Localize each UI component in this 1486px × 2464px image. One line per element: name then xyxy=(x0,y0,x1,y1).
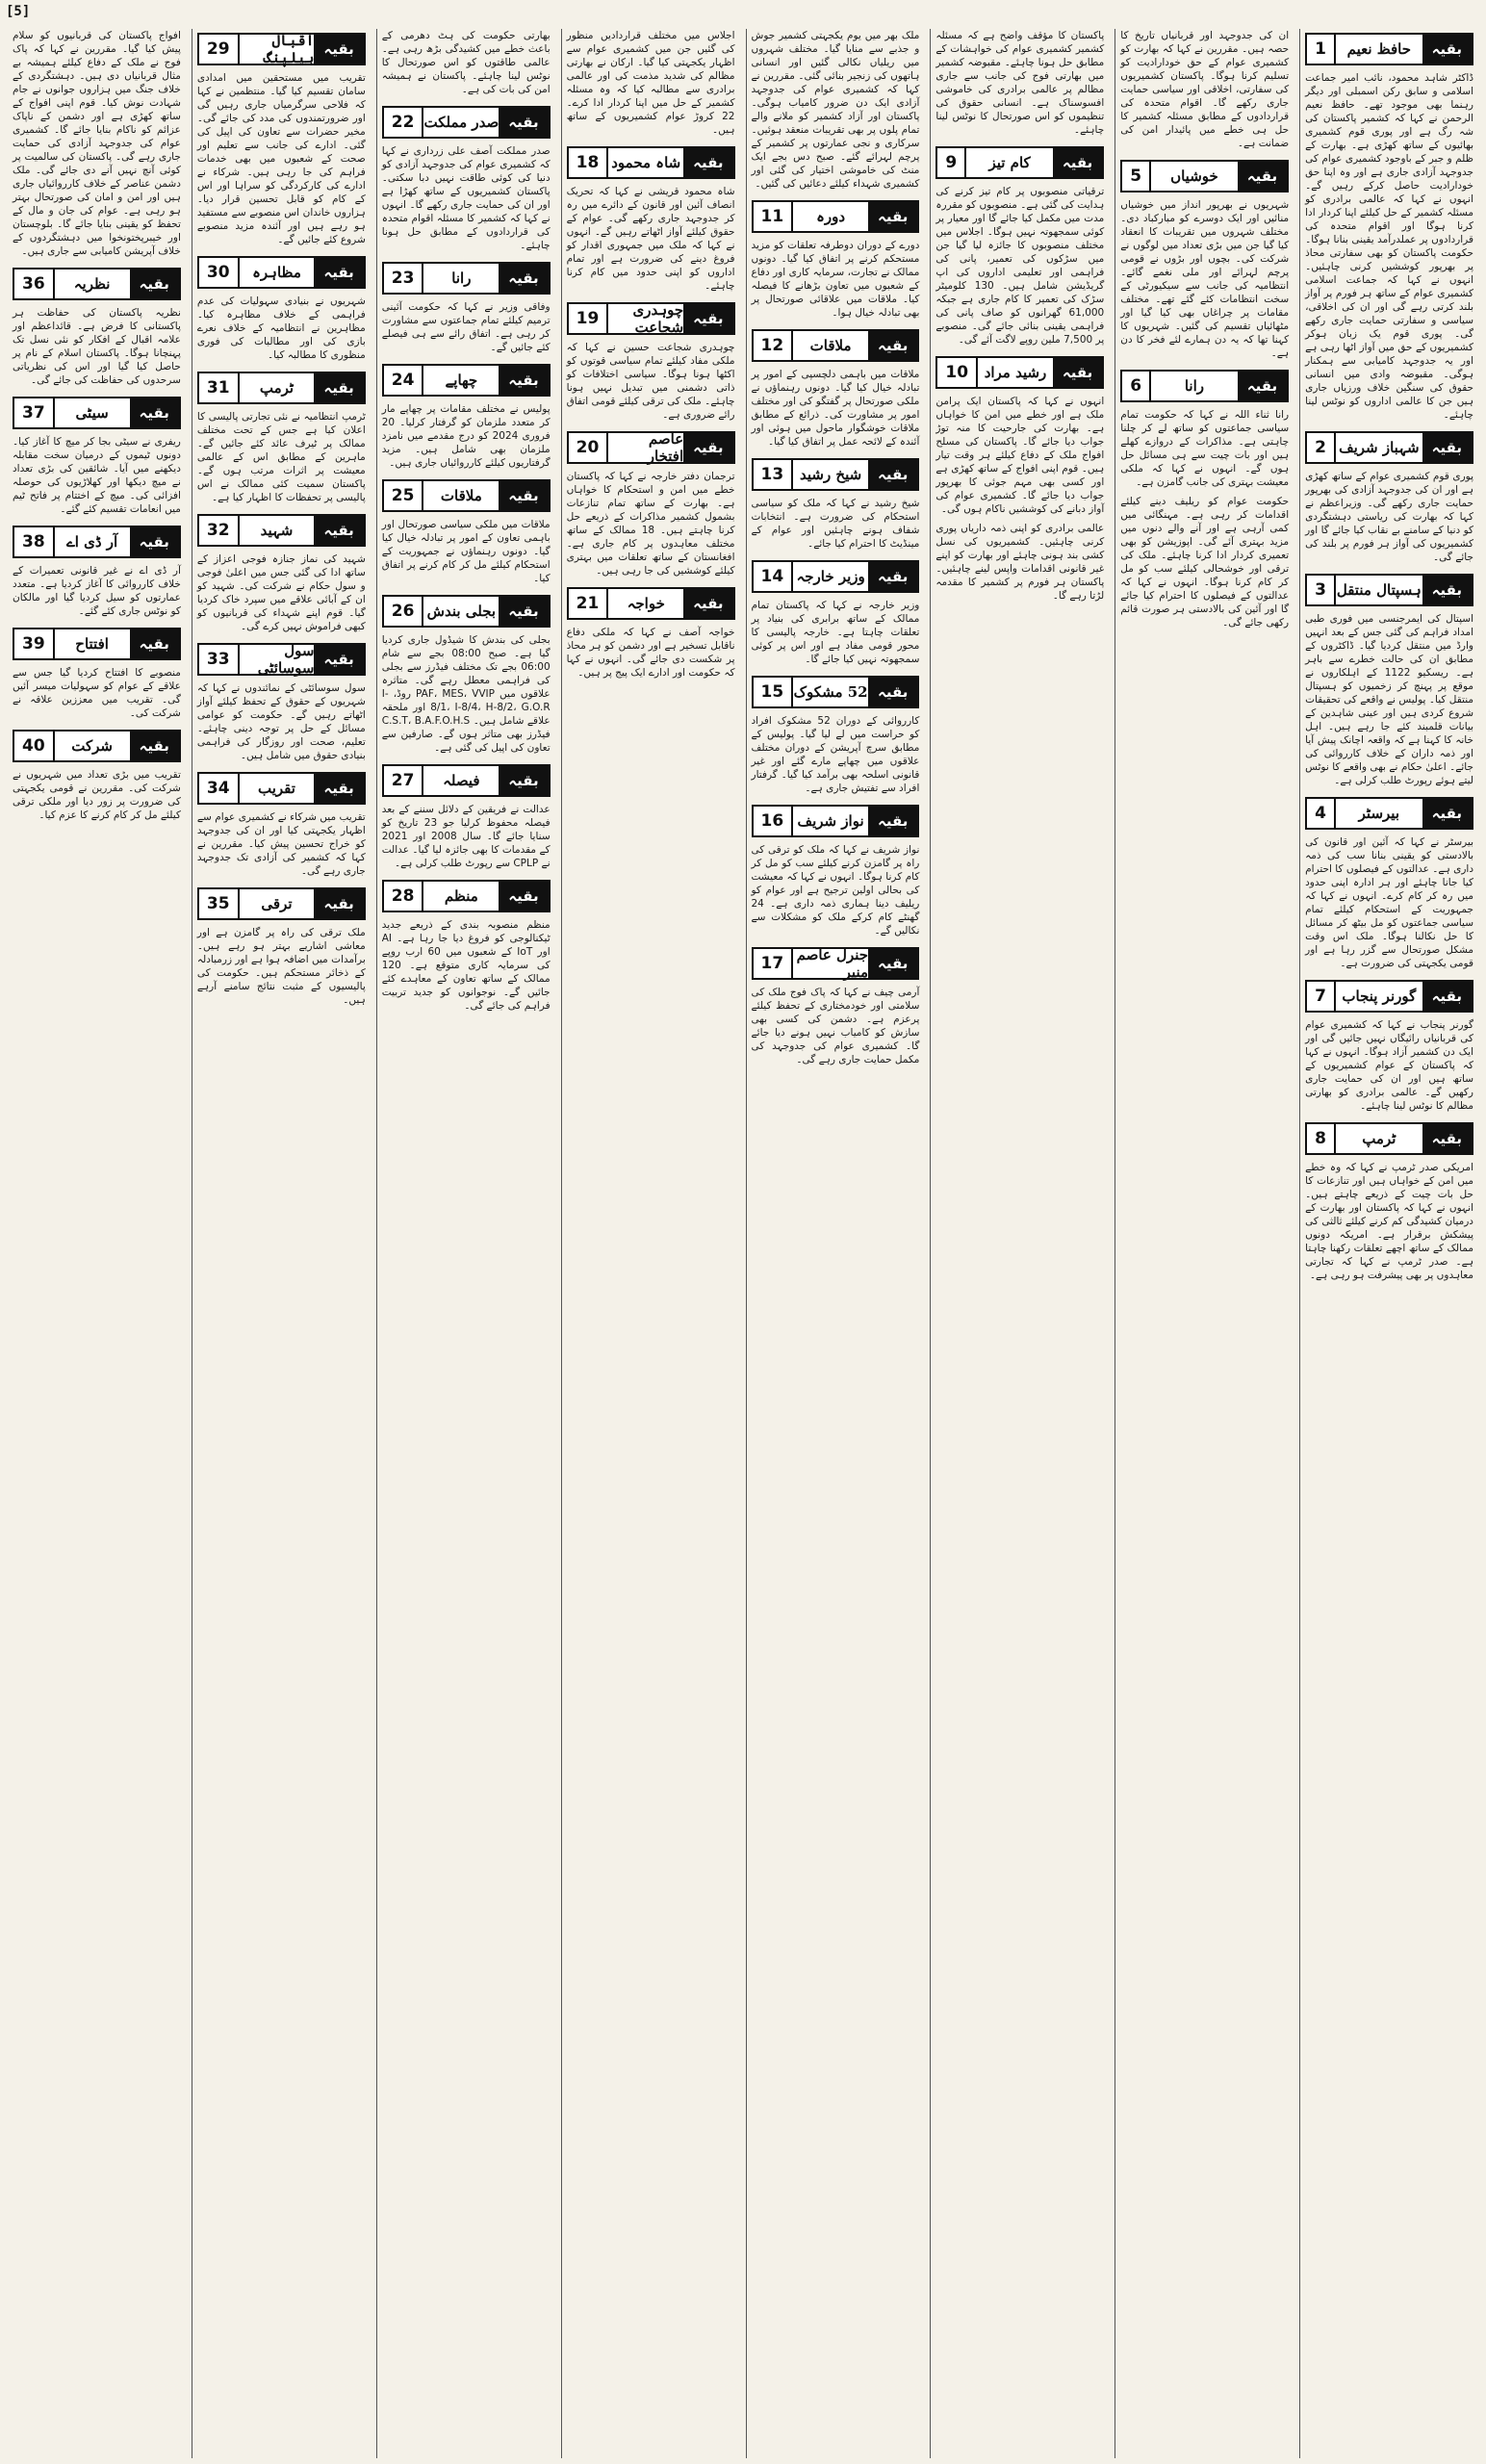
article-text: عدالت نے فریقین کے دلائل سننے کے بعد فیصلہ محفوظ کرلیا جو 23 تاریخ کو سنایا جائے گا۔ سال 2008 اور 2021 کے مقدمات کا بھی جائزہ لیا گیا۔ عدالت نے CPLP سے رپورٹ طلب کرلی ہے۔ xyxy=(381,804,551,869)
article-number: 22 xyxy=(384,108,424,137)
article-number: 1 xyxy=(1307,35,1336,64)
article-title: بجلی بندش xyxy=(423,597,499,626)
article-heading-bar xyxy=(1305,574,1473,606)
article-number: 33 xyxy=(199,645,240,674)
article-heading-bar xyxy=(1305,431,1473,464)
continued-label: بقیہ xyxy=(683,304,732,333)
article-number: 40 xyxy=(14,732,55,760)
article-number: 36 xyxy=(14,270,55,298)
article-text: افواج پاکستان کی قربانیوں کو سلام پیش کیا گیا۔ مقررین نے کہا کہ پاک فوج نے ملک کے دفاع کیلئے ہمیشہ بے مثال قربانیاں دی ہیں۔ دہشتگردی کے خلاف جنگ میں ہزاروں جوانوں نے جام شہادت نوش کیا۔ قوم اپنی افواج کے ساتھ کھڑی ہے اور دشمن کے ناپاک عزائم کو ناکام بنایا جائے گا۔ کشمیری عوام کی جدوجہد آزادی کی حمایت جاری رہے گی۔ پاکستان کی سالمیت پر کوئی آنچ نہیں آنے دی جائے گی۔ ملک دشمن عناصر کے خلاف کارروائیاں جاری ہیں اور امن و امان کی صورتحال بہتر ہو رہی ہے۔ عوام کی جان و مال کے تحفظ کو یقینی بنایا جائے گا۔ بلوچستان اور خیبرپختونخوا میں دہشتگردوں کے خلاف آپریشن کامیابی سے جاری ہیں۔ xyxy=(13,30,181,257)
article-heading-bar xyxy=(567,587,735,620)
article-heading-bar xyxy=(752,560,920,593)
article-text: کارروائی کے دوران 52 مشکوک افراد کو حراست میں لے لیا گیا۔ پولیس کے مطابق سرچ آپریشن کے دوران مختلف علاقوں میں چھاپے مارے گئے اور غیر قانونی اسلحہ بھی برآمد کیا گیا۔ گرفتار افراد سے تفتیش جاری ہے۔ xyxy=(751,715,920,794)
article-heading-bar xyxy=(382,595,551,628)
continued-label: بقیہ xyxy=(868,562,917,591)
article-text: شہریوں نے بنیادی سہولیات کی عدم فراہمی کے خلاف مظاہرہ کیا۔ مظاہرین نے انتظامیہ کے خلاف نعرے بازی کی اور مطالبات کی فوری منظوری کا مطالبہ کیا۔ xyxy=(196,295,366,361)
article-number: 38 xyxy=(14,527,55,556)
article-number: 13 xyxy=(754,460,794,489)
article-number: 4 xyxy=(1307,799,1336,828)
article xyxy=(752,943,920,1066)
article-text: ان کی جدوجہد اور قربانیاں تاریخ کا حصہ ہیں۔ مقررین نے کہا کہ بھارت کو کشمیری عوام کے حق خودارادیت کو تسلیم کرنا ہوگا۔ پاکستان کشمیریوں کی سفارتی، اخلاقی اور سیاسی حمایت جاری رکھے گا۔ اقوام متحدہ کی قراردادوں کے مطابق مسئلہ کشمیر کا حل ہی خطے میں پائیدار امن کی ضمانت ہے۔ xyxy=(1120,30,1290,149)
article-heading-bar xyxy=(13,526,181,558)
continued-label: بقیہ xyxy=(314,35,363,64)
article-number: 34 xyxy=(199,774,240,803)
article xyxy=(13,393,181,516)
article-title: 52 مشکوک xyxy=(793,678,868,706)
article xyxy=(382,29,551,96)
article-number: 35 xyxy=(199,889,240,918)
continued-label: بقیہ xyxy=(1422,799,1472,828)
article-text: ملاقات میں ملکی سیاسی صورتحال اور باہمی تعاون کے امور پر تبادلہ خیال کیا گیا۔ دونوں رہنماؤں نے جمہوریت کے استحکام کیلئے مل کر کام کرنے پر اتفاق کیا۔ xyxy=(381,519,551,584)
news-column-3 xyxy=(930,29,1109,2458)
article-text: نظریہ پاکستان کی حفاظت ہر پاکستانی کا فرض ہے۔ قائداعظم اور علامہ اقبال کے افکار کو نئی نسل تک پہنچانا ہوگا۔ پاکستان اسلام کے نام پر حاصل کیا گیا اور اس کی نظریاتی سرحدوں کی حفاظت کی جائے گی۔ xyxy=(13,307,181,386)
article-text: خواجہ آصف نے کہا کہ ملکی دفاع ناقابل تسخیر ہے اور دشمن کو ہر محاذ پر شکست دی جائے گی۔ انہوں نے کہا کہ حکومت اور ادارے ایک پیج پر ہیں۔ xyxy=(566,627,735,679)
continued-label: بقیہ xyxy=(1238,162,1287,191)
article-text: ترجمان دفتر خارجہ نے کہا کہ پاکستان خطے میں امن و استحکام کا خواہاں ہے۔ بھارت کے ساتھ تمام تنازعات بشمول کشمیر مذاکرات کے ذریعے حل کرنا چاہتے ہیں۔ 18 ممالک کے ساتھ مختلف معاہدوں پر کام جاری ہے۔ افغانستان کے ساتھ تعلقات میں بہتری کیلئے کوششیں کی جا رہی ہیں۔ xyxy=(566,471,735,577)
news-column-8 xyxy=(8,29,186,2458)
article-number: 23 xyxy=(384,264,424,293)
article-number: 11 xyxy=(754,202,794,231)
article xyxy=(935,522,1104,603)
article-number: 26 xyxy=(384,597,424,626)
continued-label: بقیہ xyxy=(868,202,917,231)
article-number: 31 xyxy=(199,373,240,402)
article xyxy=(567,298,735,422)
article xyxy=(1305,793,1473,970)
article-text: منظم منصوبہ بندی کے ذریعے جدید ٹیکنالوجی کو فروغ دیا جا رہا ہے۔ AI اور IoT کے شعبوں میں 60 ارب روپے کی سرمایہ کاری متوقع ہے۔ 120 ممالک کے ساتھ تعاون کے معاہدے کئے جائیں گے۔ نوجوانوں کو جدید تربیت فراہم کی جائے گی۔ xyxy=(381,919,551,1012)
article-number: 14 xyxy=(754,562,794,591)
article xyxy=(752,29,920,191)
article-heading-bar xyxy=(567,302,735,335)
article-title: وزیر خارجہ xyxy=(793,562,868,591)
article-number: 10 xyxy=(937,358,978,387)
article-title: چھاپے xyxy=(423,366,499,395)
article xyxy=(1305,427,1473,564)
columns-grid xyxy=(8,29,1478,2458)
article xyxy=(13,624,181,720)
article xyxy=(1120,156,1289,360)
article-text: عالمی برادری کو اپنی ذمہ داریاں پوری کرنی چاہئیں۔ کشمیریوں کی نسل کشی بند ہونی چاہئے اور بھارت کو اپنے غیر قانونی اقدامات واپس لینے چاہئیں۔ پاکستان ہر فورم پر کشمیر کا مقدمہ لڑتا رہے گا۔ xyxy=(935,523,1105,602)
continued-label: بقیہ xyxy=(499,108,548,137)
article xyxy=(935,352,1104,516)
article xyxy=(752,672,920,795)
article-text: وزیر خارجہ نے کہا کہ پاکستان تمام ممالک کے ساتھ برابری کی بنیاد پر تعلقات چاہتا ہے۔ خارجہ پالیسی کا محور قومی مفاد ہے اور اس پر کوئی سمجھوتہ نہیں کیا جائے گا۔ xyxy=(751,600,920,665)
article-text: شیخ رشید نے کہا کہ ملک کو سیاسی استحکام کی ضرورت ہے۔ انتخابات شفاف ہونے چاہئیں اور عوام کے مینڈیٹ کا احترام کیا جائے۔ xyxy=(751,498,920,550)
article-text: ٹرمپ انتظامیہ نے نئی تجارتی پالیسی کا اعلان کیا ہے جس کے تحت مختلف ممالک پر ٹیرف عائد کئے جائیں گے۔ ماہرین کے مطابق اس کے عالمی معیشت پر اثرات مرتب ہوں گے۔ پاکستان سمیت کئی ممالک نے اس پالیسی پر تحفظات کا اظہار کیا ہے۔ xyxy=(196,411,366,503)
article-text: ریفری نے سیٹی بجا کر میچ کا آغاز کیا۔ دونوں ٹیموں کے درمیان سخت مقابلہ دیکھنے میں آیا۔ شائقین کی بڑی تعداد نے میچ دیکھا اور کھلاڑیوں کی حوصلہ افزائی کی۔ میچ کے اختتام پر فاتح ٹیم میں انعامات تقسیم کئے گئے۔ xyxy=(13,436,181,515)
article-number: 5 xyxy=(1122,162,1151,191)
article-heading-bar xyxy=(752,458,920,491)
article xyxy=(935,142,1104,346)
article-title: شاہ محمود xyxy=(608,148,683,177)
news-column-6 xyxy=(376,29,555,2458)
article xyxy=(13,522,181,618)
article-heading-bar xyxy=(13,268,181,300)
article-number: 25 xyxy=(384,481,424,510)
news-column-5 xyxy=(561,29,740,2458)
article-heading-bar xyxy=(197,514,366,547)
article xyxy=(752,454,920,551)
article-text: انہوں نے کہا کہ پاکستان ایک پرامن ملک ہے اور خطے میں امن کا خواہاں ہے۔ بھارت کی جارحیت کا منہ توڑ جواب دیا جائے گا۔ پاکستان کی مسلح افواج ملک کے دفاع کیلئے ہر وقت تیار ہیں۔ قوم اپنی افواج کے ساتھ کھڑی ہے اور کسی بھی مہم جوئی کا بھرپور جواب دیا جائے گا۔ کشمیری عوام کی آواز دبانے کی کوششیں ناکام ہوں گی۔ xyxy=(935,396,1105,515)
article-title: شیخ رشید xyxy=(793,460,868,489)
article-number: 3 xyxy=(1307,576,1336,604)
article-text: شہریوں نے بھرپور انداز میں خوشیاں منائیں اور ایک دوسرے کو مبارکباد دی۔ مختلف شہروں میں تقریبات کا انعقاد کیا گیا جن میں بڑی تعداد میں لوگوں نے شرکت کی۔ بچوں اور بڑوں نے قومی پرچم لہرائے اور ملی نغمے گائے۔ انتظامیہ کی جانب سے سیکیورٹی کے سخت انتظامات کئے گئے تھے۔ مختلف مقامات پر چراغاں بھی کیا گیا اور مٹھائیاں تقسیم کی گئیں۔ شہریوں کا کہنا تھا کہ یہ دن ہمارے لئے فخر کا دن ہے۔ xyxy=(1120,199,1290,359)
article-title: فیصلہ xyxy=(423,766,499,795)
article-title: تقریب xyxy=(240,774,315,803)
article xyxy=(382,258,551,354)
continued-label: بقیہ xyxy=(314,258,363,287)
article-heading-bar xyxy=(1120,160,1289,192)
article-text: ترقیاتی منصوبوں پر کام تیز کرنے کی ہدایت کی گئی ہے۔ منصوبوں کو مقررہ مدت میں مکمل کیا جائے گا اور معیار پر کوئی سمجھوتہ نہیں ہوگا۔ اجلاس میں مختلف منصوبوں کا جائزہ لیا گیا جن میں سڑکوں کی تعمیر، پانی کی فراہمی اور تعلیمی اداروں کی اپ گریڈیشن شامل ہیں۔ 130 کلومیٹر سڑک کی تعمیر کا کام جاری ہے جبکہ 61,000 گھرانوں کو صاف پانی کی فراہمی یقینی بنائی جائے گی۔ منصوبے پر 7,500 ملین روپے لاگت آئے گی۔ xyxy=(935,186,1105,346)
continued-label: بقیہ xyxy=(868,949,917,978)
article-text: آرمی چیف نے کہا کہ پاک فوج ملک کی سلامتی اور خودمختاری کے تحفظ کیلئے پرعزم ہے۔ دشمن کی کسی بھی سازش کو کامیاب نہیں ہونے دیا جائے گا۔ کشمیری عوام کی جدوجہد کی مکمل حمایت جاری رہے گی۔ xyxy=(751,987,920,1065)
continued-label: بقیہ xyxy=(314,516,363,545)
article-text: بجلی کی بندش کا شیڈول جاری کردیا گیا ہے۔ صبح 08:00 بجے سے شام 06:00 بجے تک مختلف فیڈرز سے بجلی کی فراہمی معطل رہے گی۔ متاثرہ علاقوں میں PAF، MES، VVIP روڈ، I-8/1، I-8/4، H-8/2، G.O.R اور ملحقہ علاقے شامل ہیں۔ C.S.T، B.A.F.O.H.S فیڈرز بھی متاثر ہوں گے۔ صارفین سے تعاون کی اپیل کی گئی ہے۔ xyxy=(381,634,551,754)
article xyxy=(382,102,551,252)
article-number: 15 xyxy=(754,678,794,706)
article-title: عاصم افتخار xyxy=(608,433,683,462)
article-title: خواجہ xyxy=(608,589,683,618)
article xyxy=(1305,1118,1473,1282)
continued-label: بقیہ xyxy=(499,481,548,510)
continued-label: بقیہ xyxy=(1422,433,1472,462)
continued-label: بقیہ xyxy=(499,264,548,293)
article-number: 39 xyxy=(14,629,55,658)
article-heading-bar xyxy=(197,887,366,920)
continued-label: بقیہ xyxy=(499,366,548,395)
article-heading-bar xyxy=(13,628,181,660)
article-number: 9 xyxy=(937,148,966,177)
article-text: تقریب میں مستحقین میں امدادی سامان تقسیم کیا گیا۔ منتظمین نے کہا کہ فلاحی سرگرمیاں جاری رہیں گی اور ضرورتمندوں کی مدد کی جائے گی۔ مخیر حضرات سے تعاون کی اپیل کی گئی۔ ادارے کی جانب سے تعلیم اور صحت کے شعبوں میں بھی خدمات فراہم کی جا رہی ہیں۔ شرکاء نے ادارے کی کارکردگی کو سراہا اور اس کے کام کو قابل تحسین قرار دیا۔ ہزاروں خاندان اس منصوبے سے مستفید ہو رہے ہیں اور آئندہ مزید منصوبے شروع کئے جائیں گے۔ xyxy=(196,72,366,245)
article-title: ملاقات xyxy=(793,331,868,360)
article-text: چوہدری شجاعت حسین نے کہا کہ ملکی مفاد کیلئے تمام سیاسی قوتوں کو اکٹھا ہونا ہوگا۔ سیاسی اختلافات کو ذاتی دشمنی میں تبدیل نہیں ہونا چاہئے۔ ملک کی ترقی کیلئے قومی اتفاق رائے ضروری ہے۔ xyxy=(566,342,735,421)
article-text: گورنر پنجاب نے کہا کہ کشمیری عوام کی قربانیاں رائیگاں نہیں جائیں گی اور ایک دن کشمیر آزاد ہوگا۔ انہوں نے کہا کہ پاکستان کے عوام کشمیریوں کے ساتھ ہیں اور ان کی حمایت جاری رکھیں گے۔ عالمی برادری کو بھارتی مظالم کا نوٹس لینا چاہئے۔ xyxy=(1305,1019,1473,1112)
page-number: [5] xyxy=(6,4,31,19)
article xyxy=(197,29,366,246)
article-title: بیرسٹر xyxy=(1336,799,1422,828)
article-heading-bar xyxy=(197,33,366,65)
article-text: پولیس نے مختلف مقامات پر چھاپے مار کر متعدد ملزمان کو گرفتار کرلیا۔ 20 فروری 2024 کو درج مقدمے میں نامزد ملزمان بھی شامل ہیں۔ مزید گرفتاریوں کیلئے کارروائیاں جاری ہیں۔ xyxy=(381,403,551,469)
article-text: بیرسٹر نے کہا کہ آئین اور قانون کی بالادستی کو یقینی بنانا سب کی ذمہ داری ہے۔ عدالتوں کے فیصلوں کا احترام کیا جانا چاہئے اور ہر ادارہ اپنی حدود میں رہ کر کام کرے۔ انہوں نے کہا کہ جمہوریت کے استحکام کیلئے تمام سیاسی جماعتوں کو مل بیٹھ کر مسائل کا حل نکالنا ہوگا۔ ملک اس وقت مشکل صورتحال سے گزر رہا ہے اور قومی یکجہتی کی ضرورت ہے۔ xyxy=(1305,836,1473,969)
article-heading-bar xyxy=(382,479,551,512)
article-title: چوہدری شجاعت xyxy=(608,304,683,333)
article-heading-bar xyxy=(935,146,1104,179)
article-title: رشید مراد xyxy=(978,358,1053,387)
article-title: نواز شریف xyxy=(793,807,868,835)
continued-label: بقیہ xyxy=(1422,576,1472,604)
continued-label: بقیہ xyxy=(683,148,732,177)
article-title: حافظ نعیم xyxy=(1336,35,1422,64)
article xyxy=(752,556,920,666)
article-heading-bar xyxy=(1120,370,1289,402)
article-heading-bar xyxy=(752,947,920,980)
continued-label: بقیہ xyxy=(1053,148,1102,177)
article-text: تقریب میں شرکاء نے کشمیری عوام سے اظہار یکجہتی کیا اور ان کی جدوجہد کو خراج تحسین پیش کیا۔ مقررین نے کہا کہ کشمیر کی آزادی تک جدوجہد جاری رہے گی۔ xyxy=(196,811,366,877)
continued-label: بقیہ xyxy=(1422,1124,1472,1153)
article-text: نواز شریف نے کہا کہ ملک کو ترقی کی راہ پر گامزن کرنے کیلئے سب کو مل کر کام کرنا ہوگا۔ انہوں نے کہا کہ معیشت کی بحالی اولین ترجیح ہے اور عوام کو ریلیف دینا ہماری ذمہ داری ہے۔ 24 گھنٹے کام کرکے ملک کو مشکلات سے نکالیں گے۔ xyxy=(751,844,920,937)
article-text: تقریب میں بڑی تعداد میں شہریوں نے شرکت کی۔ مقررین نے قومی یکجہتی کی ضرورت پر زور دیا اور ملکی ترقی کیلئے مل کر کام کرنے کا عزم کیا۔ xyxy=(13,769,181,821)
article-title: شہید xyxy=(240,516,315,545)
article-number: 6 xyxy=(1122,372,1151,400)
article-title: جنرل عاصم منیر xyxy=(793,949,868,978)
article-number: 24 xyxy=(384,366,424,395)
article-title: سیٹی xyxy=(55,398,130,427)
article xyxy=(197,639,366,762)
article-heading-bar xyxy=(382,106,551,139)
article-title: کام تیز xyxy=(966,148,1053,177)
article-text: امریکی صدر ٹرمپ نے کہا کہ وہ خطے میں امن کے خواہاں ہیں اور تنازعات کا حل بات چیت کے ذریعے چاہتے ہیں۔ انہوں نے کہا کہ پاکستان اور بھارت کے درمیان کشیدگی کم کرنے کیلئے ثالثی کی پیشکش برقرار ہے۔ امریکہ دونوں ممالک کے ساتھ اچھے تعلقات رکھنا چاہتا ہے۔ صدر ٹرمپ نے کہا کہ تجارتی معاہدوں پر بھی پیشرفت ہو رہی ہے۔ xyxy=(1305,1162,1473,1281)
article-title: آر ڈی اے xyxy=(55,527,130,556)
article-heading-bar xyxy=(197,643,366,676)
article-heading-bar xyxy=(1305,980,1473,1013)
article-text: حکومت عوام کو ریلیف دینے کیلئے اقدامات کر رہی ہے۔ مہنگائی میں کمی آرہی ہے اور آنے والے دنوں میں مزید بہتری آئے گی۔ اپوزیشن کو بھی تعمیری کردار ادا کرنا چاہئے۔ ملک کی ترقی اور خوشحالی کیلئے سب کو مل کر کام کرنا ہوگا۔ انہوں نے کہا کہ عدالتوں کے فیصلوں کا احترام کیا جائے گا اور آئین کی بالادستی ہر صورت قائم رکھی جائے گی۔ xyxy=(1120,496,1290,629)
continued-label: بقیہ xyxy=(130,270,179,298)
article-heading-bar xyxy=(567,431,735,464)
article-number: 27 xyxy=(384,766,424,795)
article xyxy=(13,264,181,387)
article-title: رانا xyxy=(423,264,499,293)
article-heading-bar xyxy=(197,772,366,805)
article-title: اقبال ہیلپنگ xyxy=(240,35,315,64)
continued-label: بقیہ xyxy=(499,766,548,795)
article xyxy=(752,325,920,449)
article-heading-bar xyxy=(752,676,920,708)
article-number: 12 xyxy=(754,331,794,360)
article-heading-bar xyxy=(13,730,181,762)
article-number: 37 xyxy=(14,398,55,427)
continued-label: بقیہ xyxy=(130,732,179,760)
continued-label: بقیہ xyxy=(1238,372,1287,400)
article-number: 17 xyxy=(754,949,794,978)
article xyxy=(1305,29,1473,422)
article xyxy=(1120,366,1289,489)
article-text: صدر مملکت آصف علی زرداری نے کہا کہ کشمیری عوام کی جدوجہد آزادی کو دنیا کی کوئی طاقت نہیں دبا سکتی۔ پاکستان کشمیریوں کے ساتھ کھڑا ہے اور ان کی حمایت جاری رکھے گا۔ انہوں نے کہا کہ کشمیر کا مسئلہ اقوام متحدہ کی قراردادوں کے مطابق حل ہونا چاہئے۔ xyxy=(381,145,551,251)
article-number: 32 xyxy=(199,516,240,545)
article-heading-bar xyxy=(382,764,551,797)
article xyxy=(752,196,920,320)
article-title: ٹرمپ xyxy=(1336,1124,1422,1153)
continued-label: بقیہ xyxy=(499,882,548,911)
article-title: سول سوسائٹی xyxy=(240,645,315,674)
article-text: شاہ محمود قریشی نے کہا کہ تحریک انصاف آئین اور قانون کے دائرے میں رہ کر جدوجہد جاری رکھے گی۔ عوام کے حقوق کیلئے آواز اٹھاتے رہیں گے۔ انہوں نے کہا کہ ملک میں جمہوری اقدار کو فروغ دینے کی ضرورت ہے اور تمام اداروں کو اپنی حدود میں کام کرنا چاہئے۔ xyxy=(566,186,735,292)
article-heading-bar xyxy=(935,356,1104,389)
article-number: 20 xyxy=(569,433,609,462)
article-text: اجلاس میں مختلف قراردادیں منظور کی گئیں جن میں کشمیری عوام سے اظہار یکجہتی کیا گیا۔ ارکان نے بھارتی مظالم کی شدید مذمت کی اور عالمی برادری سے مطالبہ کیا کہ وہ مسئلہ کشمیر کے حل میں اپنا کردار ادا کرے۔ 22 کروڑ عوام کشمیریوں کے ساتھ ہیں۔ xyxy=(566,30,735,136)
article-heading-bar xyxy=(382,262,551,295)
article-title: شرکت xyxy=(55,732,130,760)
article xyxy=(197,252,366,362)
article-text: وفاقی وزیر نے کہا کہ حکومت آئینی ترمیم کیلئے تمام جماعتوں سے مشاورت کر رہی ہے۔ اتفاق رائے سے ہی فیصلے کئے جائیں گے۔ xyxy=(381,301,551,353)
news-column-7 xyxy=(192,29,371,2458)
article-title: ترقی xyxy=(240,889,315,918)
continued-label: بقیہ xyxy=(130,398,179,427)
article-number: 2 xyxy=(1307,433,1336,462)
article xyxy=(382,876,551,1013)
article-heading-bar xyxy=(752,200,920,233)
article xyxy=(1120,495,1289,629)
article-title: افتتاح xyxy=(55,629,130,658)
continued-label: بقیہ xyxy=(868,331,917,360)
article xyxy=(197,368,366,504)
article-number: 16 xyxy=(754,807,794,835)
article-number: 30 xyxy=(199,258,240,287)
continued-label: بقیہ xyxy=(868,678,917,706)
article xyxy=(567,427,735,578)
article-text: منصوبے کا افتتاح کردیا گیا جس سے علاقے کے عوام کو سہولیات میسر آئیں گی۔ تقریب میں معززین علاقہ نے شرکت کی۔ xyxy=(13,667,181,719)
article xyxy=(382,591,551,755)
article xyxy=(567,142,735,293)
news-column-2 xyxy=(1114,29,1294,2458)
continued-label: بقیہ xyxy=(1422,35,1472,64)
article-text: اسپتال کی ایمرجنسی میں فوری طبی امداد فراہم کی گئی جس کے بعد انہیں وارڈ میں منتقل کردیا گیا۔ ڈاکٹروں کے مطابق ان کی حالت خطرے سے باہر ہے۔ ریسکیو 1122 کے اہلکاروں نے موقع پر پہنچ کر زخمیوں کو ہسپتال منتقل کیا۔ پولیس نے واقعے کی تحقیقات شروع کردی ہیں اور عینی شاہدین کے بیانات قلمبند کئے جا رہے ہیں۔ اہل خانہ کا کہنا ہے کہ واقعہ اچانک پیش آیا اور ذمہ داران کے خلاف کارروائی کی جائے۔ اعلیٰ حکام نے بھی واقعے کا نوٹس لیتے ہوئے رپورٹ طلب کرلی ہے۔ xyxy=(1305,613,1473,786)
article-number: 7 xyxy=(1307,982,1336,1011)
article-title: منظم xyxy=(423,882,499,911)
article-number: 28 xyxy=(384,882,424,911)
article xyxy=(382,475,551,585)
continued-label: بقیہ xyxy=(1053,358,1102,387)
article-text: ملک بھر میں یوم یکجہتی کشمیر جوش و جذبے سے منایا گیا۔ مختلف شہروں میں ریلیاں نکالی گئیں اور انسانی ہاتھوں کی زنجیر بنائی گئی۔ مقررین نے کہا کہ کشمیری عوام کی جدوجہد آزادی ایک دن ضرور کامیاب ہوگی۔ پاکستان اور آزاد کشمیر کو ملانے والے تمام پلوں پر بھی تقریبات منعقد ہوئیں۔ سرکاری و نجی عمارتوں پر کشمیر کے پرچم لہرائے گئے۔ صبح دس بجے ایک منٹ کی خاموشی اختیار کی گئی اور کشمیری شہداء کیلئے دعائیں کی گئیں۔ xyxy=(751,30,920,190)
article xyxy=(1120,29,1289,150)
article-title: مظاہرہ xyxy=(240,258,315,287)
article xyxy=(1305,570,1473,787)
continued-label: بقیہ xyxy=(130,527,179,556)
article xyxy=(197,510,366,633)
article-number: 18 xyxy=(569,148,609,177)
article-heading-bar xyxy=(1305,797,1473,830)
continued-label: بقیہ xyxy=(130,629,179,658)
article-title: صدر مملکت xyxy=(423,108,499,137)
article-text: آر ڈی اے نے غیر قانونی تعمیرات کے خلاف کارروائی کا آغاز کردیا ہے۔ متعدد عمارتوں کو سیل کردیا گیا اور مالکان کو نوٹس جاری کئے گئے۔ xyxy=(13,565,181,617)
continued-label: بقیہ xyxy=(314,373,363,402)
article-text: ملاقات میں باہمی دلچسپی کے امور پر تبادلہ خیال کیا گیا۔ دونوں رہنماؤں نے ملکی صورتحال پر گفتگو کی اور مختلف امور پر مشاورت کی۔ ذرائع کے مطابق ملاقات خوشگوار ماحول میں ہوئی اور آئندہ کے لائحہ عمل پر اتفاق کیا گیا۔ xyxy=(751,369,920,448)
article-heading-bar xyxy=(197,372,366,404)
continued-label: بقیہ xyxy=(683,433,732,462)
article-title: رانا xyxy=(1151,372,1238,400)
article xyxy=(567,29,735,137)
article xyxy=(13,726,181,822)
article-title: خوشیاں xyxy=(1151,162,1238,191)
news-column-1 xyxy=(1299,29,1478,2458)
article-text: پاکستان کا مؤقف واضح ہے کہ مسئلہ کشمیر کشمیری عوام کی خواہشات کے مطابق حل ہونا چاہئے۔ مقبوضہ کشمیر میں بھارتی فوج کی جانب سے جاری مظالم پر عالمی برادری کی خاموشی افسوسناک ہے۔ انسانی حقوق کی تنظیموں کو اس صورتحال کا نوٹس لینا چاہئے۔ xyxy=(935,30,1105,136)
article-heading-bar xyxy=(382,880,551,912)
article-text: دورے کے دوران دوطرفہ تعلقات کو مزید مستحکم کرنے پر اتفاق کیا گیا۔ دونوں ممالک نے تجارت، سرمایہ کاری اور دفاع کے شعبوں میں تعاون بڑھانے کا فیصلہ کیا۔ ملاقات میں علاقائی صورتحال پر بھی تبادلہ خیال ہوا۔ xyxy=(751,240,920,319)
article-text: ڈاکٹر شاہد محمود، نائب امیر جماعت اسلامی و سابق رکن اسمبلی اور دیگر رہنما بھی موجود تھے۔ حافظ نعیم الرحمن نے کہا کہ کشمیر پاکستان کی شہ رگ ہے اور پوری قوم کشمیری بھائیوں کے ساتھ کھڑی ہے۔ بھارت کے ظلم و جبر کے باوجود کشمیری عوام کی جدوجہد آزادی جاری ہے اور وہ اپنا حق خودارادیت حاصل کرکے رہیں گے۔ انہوں نے کہا کہ عالمی برادری کو مسئلہ کشمیر کے حل کیلئے اپنا کردار ادا کرنا ہوگا اور اقوام متحدہ کی قراردادوں پر عملدرآمد یقینی بنانا ہوگا۔ حکومت پاکستان کو بھی سفارتی محاذ پر بھرپور کوششیں کرنی چاہئیں۔ انہوں نے کہا کہ جماعت اسلامی کشمیری عوام کے ساتھ ہر فورم پر آواز بلند کرتی رہے گی اور ان کی اخلاقی، سیاسی و سفارتی حمایت جاری رکھے گی۔ پوری قوم یک زبان ہوکر کشمیریوں کے حق میں آواز اٹھا رہی ہے اور یہ جدوجہد کامیابی سے ہمکنار ہوگی۔ مقبوضہ وادی میں انسانی حقوق کی سنگین خلاف ورزیاں جاری ہیں جن کا عالمی اداروں کو نوٹس لینا چاہئے۔ xyxy=(1305,72,1473,421)
continued-label: بقیہ xyxy=(868,460,917,489)
continued-label: بقیہ xyxy=(314,774,363,803)
article-text: پوری قوم کشمیری عوام کے ساتھ کھڑی ہے اور ان کی جدوجہد آزادی کی بھرپور حمایت جاری رکھے گی۔ وزیراعظم نے کہا کہ بھارت کی ریاستی دہشتگردی کو دنیا کے سامنے بے نقاب کیا جائے گا اور کشمیریوں کی آواز ہر فورم پر بلند کی جائے گی۔ xyxy=(1305,471,1473,563)
news-column-4 xyxy=(746,29,925,2458)
article xyxy=(197,768,366,878)
article-heading-bar xyxy=(1305,33,1473,65)
article-text: بھارتی حکومت کی ہٹ دھرمی کے باعث خطے میں کشیدگی بڑھ رہی ہے۔ عالمی طاقتوں کو اس صورتحال کا نوٹس لینا چاہئے۔ پاکستان نے ہمیشہ امن کی بات کی ہے۔ xyxy=(381,30,551,95)
article-title: گورنر پنجاب xyxy=(1336,982,1422,1011)
continued-label: بقیہ xyxy=(1422,982,1472,1011)
continued-label: بقیہ xyxy=(314,645,363,674)
article-number: 19 xyxy=(569,304,609,333)
article xyxy=(752,801,920,937)
article-text: سول سوسائٹی کے نمائندوں نے کہا کہ شہریوں کے حقوق کے تحفظ کیلئے آواز اٹھاتے رہیں گے۔ حکومت کو عوامی مسائل کے حل پر توجہ دینی چاہئے۔ تعلیم، صحت اور روزگار کی فراہمی بنیادی حقوق میں شامل ہیں۔ xyxy=(196,682,366,761)
article-title: شہباز شریف xyxy=(1336,433,1422,462)
article-heading-bar xyxy=(197,256,366,289)
article-heading-bar xyxy=(752,805,920,837)
continued-label: بقیہ xyxy=(868,807,917,835)
continued-label: بقیہ xyxy=(499,597,548,626)
article xyxy=(567,583,735,680)
article xyxy=(935,29,1104,137)
article xyxy=(382,360,551,470)
article-number: 21 xyxy=(569,589,609,618)
article-text: ملک ترقی کی راہ پر گامزن ہے اور معاشی اشاریے بہتر ہو رہے ہیں۔ برآمدات میں اضافہ ہوا ہے اور زرمبادلہ کے ذخائر مستحکم ہیں۔ حکومت کی پالیسیوں کے مثبت نتائج سامنے آرہے ہیں۔ xyxy=(196,927,366,1006)
article-title: نظریہ xyxy=(55,270,130,298)
article xyxy=(1305,976,1473,1113)
article-title: ملاقات xyxy=(423,481,499,510)
continued-label: بقیہ xyxy=(314,889,363,918)
article-heading-bar xyxy=(752,329,920,362)
continued-label: بقیہ xyxy=(683,589,732,618)
article-heading-bar xyxy=(382,364,551,397)
article-text: رانا ثناء اللہ نے کہا کہ حکومت تمام سیاسی جماعتوں کو ساتھ لے کر چلنا چاہتی ہے۔ مذاکرات کے دروازے کھلے ہیں اور بات چیت سے ہی مسائل حل ہوں گے۔ انہوں نے کہا کہ ملکی معیشت بہتری کی جانب گامزن ہے۔ xyxy=(1120,409,1290,488)
article-title: ٹرمپ xyxy=(240,373,315,402)
article-number: 29 xyxy=(199,35,240,64)
article-heading-bar xyxy=(13,397,181,429)
article-heading-bar xyxy=(1305,1122,1473,1155)
article xyxy=(382,760,551,870)
article-heading-bar xyxy=(567,146,735,179)
article-text: شہید کی نماز جنازہ فوجی اعزاز کے ساتھ ادا کی گئی جس میں اعلیٰ فوجی و سول حکام نے شرکت کی۔ شہید کو ان کے آبائی علاقے میں سپرد خاک کردیا گیا۔ قوم اپنے شہداء کی قربانیوں کو کبھی فراموش نہیں کرے گی۔ xyxy=(196,553,366,632)
article-title: دورہ xyxy=(793,202,868,231)
article xyxy=(13,29,181,258)
article-number: 8 xyxy=(1307,1124,1336,1153)
article-title: ہسپتال منتقل xyxy=(1336,576,1422,604)
article xyxy=(197,884,366,1007)
